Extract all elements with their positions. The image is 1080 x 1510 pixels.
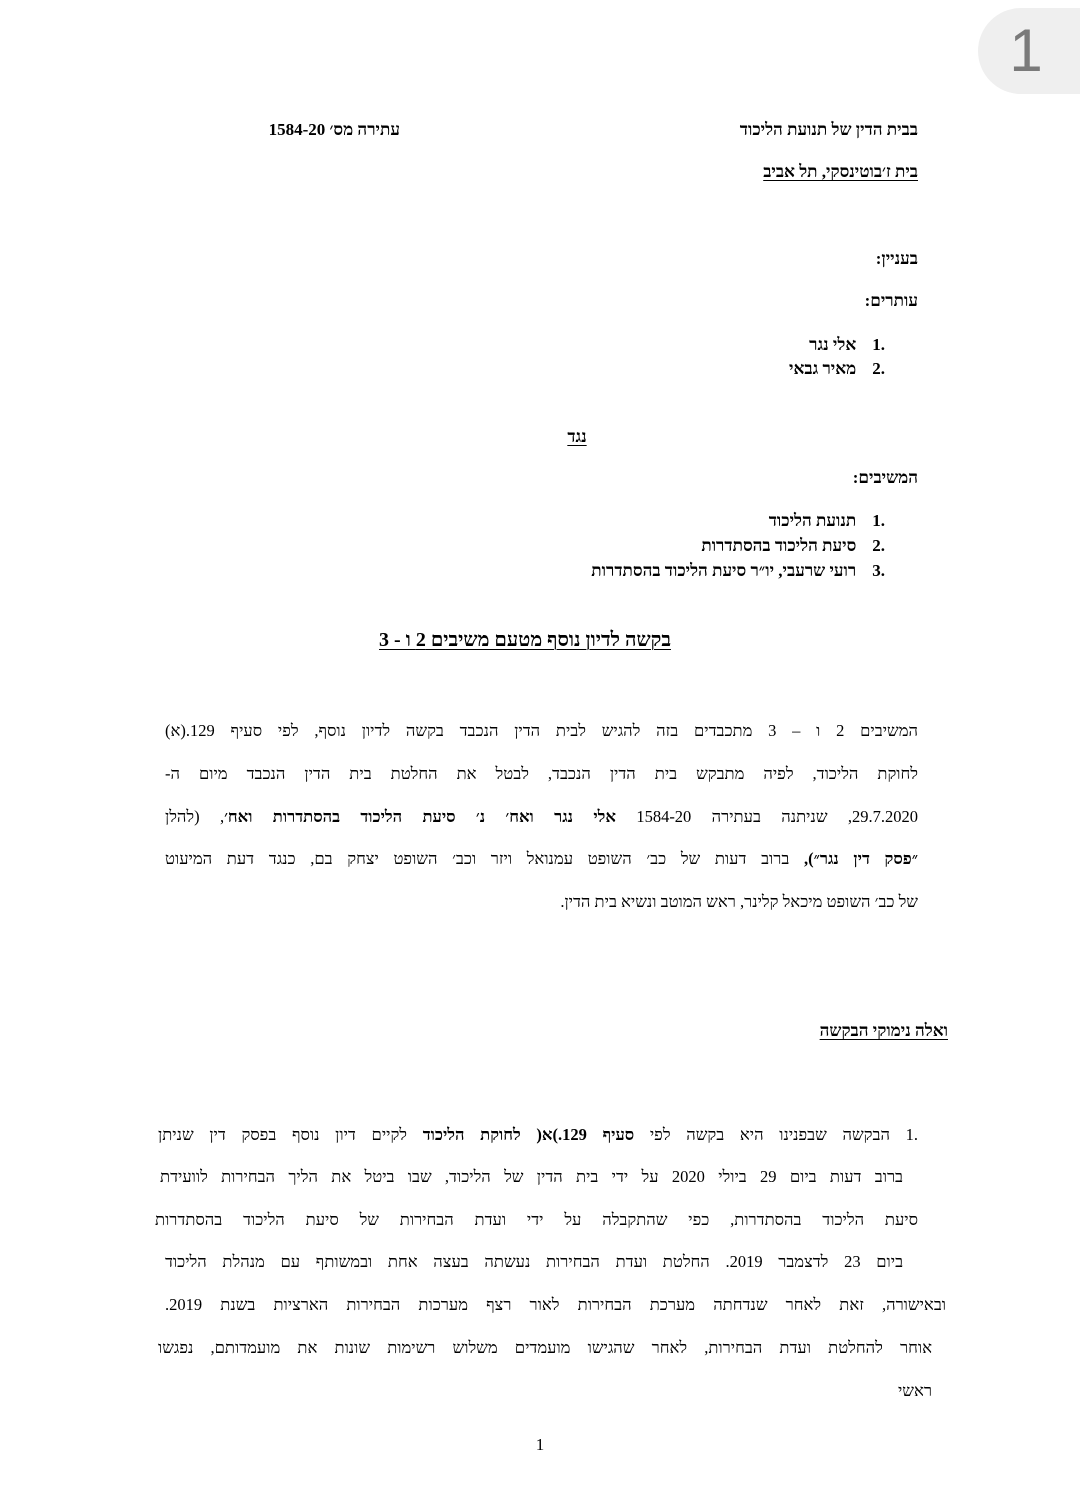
intro-line: לחוקת הליכוד, לפיה מתבקש בית הדין הנכבד, לבטל את החלטת בית הדין הנכבד מיום ה- [165,764,918,783]
respondent-item [591,559,885,583]
respondent-number: 3. [872,561,885,580]
intro-line [165,805,918,829]
section-1-text: הבקשה שבפנינו היא בקשה לפי [649,1125,890,1144]
section-1-line: סיעת הליכוד בהסתדרות, כפי שהתקבלה על ידי ועדת הבחירות של סיעת הליכוד בהסתדרות [155,1210,918,1229]
section-reference-bold: סעיף 129.)א( לחוקת הליכוד [422,1125,635,1144]
section-1-line: ביום 23 לדצמבר 2019. החלטת ועדת הבחירות נעשתה בעצה אחת ובמשותף עם מנהלת הליכוד [165,1252,904,1271]
petitioner-name: מאיר גבאי [789,359,857,378]
section-number: 1. [905,1125,919,1144]
section-1-line: ברוב דעות ביום 29 ביולי 2020 על ידי בית הדין של הליכוד, שבו ביטל את הליך הבחירות לוועידת [160,1167,904,1186]
intro-line-text: 29.7.2020, שניתנה בעתירה 1584-20 [636,807,918,826]
section-1-line: ראשי [897,1381,932,1400]
versus-label: נגד [567,427,587,446]
section-1-line [158,1123,918,1147]
page-indicator-badge [978,8,1080,94]
intro-line-text: ברוב דעות של כב׳ השופט עמנואל ויזר וכב׳ השופט יצחק בם, כנגד דעת המיעוט [165,849,790,868]
section-1-line: אוחר להחלטת ועדת הבחירות, לאחר שהגישו מועמדים משלוש רשימות שונות את מועמדותם, נפגשו [158,1338,932,1357]
respondent-name: תנועת הליכוד [768,511,857,530]
petitioner-name: אלי נגר [809,335,857,354]
petitioner-number: 1. [872,335,885,354]
intro-line: של כב׳ השופט מיכאל קלינר, ראש המוטב ונשיא בית הדין. [560,892,918,911]
intro-line-text: , (להלן [165,807,225,826]
page-indicator-number: 1 [1009,17,1043,84]
petitioners-label: עותרים: [864,291,918,310]
matter-label: בעניין: [875,249,918,268]
court-name: בבית הדין של תנועת הליכוד [739,120,918,139]
respondent-item [769,509,885,533]
petition-number: עתירה מס׳ 1584-20 [268,120,400,139]
petitioner-item [789,357,885,381]
ruling-alias-bold: ״פסק דין נגר״), [803,849,918,868]
case-name-bold: אלי נגר ואח׳ נ׳ סיעת הליכוד בהסתדרות ואח׳ [224,807,616,826]
respondent-number: 2. [872,536,885,555]
section-1-text: לקיים דיון נוסף בפסק דין שניתן [158,1125,408,1144]
page-number: 1 [535,1435,545,1454]
respondent-number: 1. [872,511,885,530]
court-address: בית ז׳בוטינסקי, תל אביב [763,162,918,181]
reasons-heading: ואלה נימוקי הבקשה [819,1021,948,1040]
intro-line: המשיבים 2 ו – 3 מתכבדים בזה להגיש לבית הדין הנכבד בקשה לדיון נוסף, לפי סעיף 129.(א) [165,721,918,740]
section-1-line: ובאישורה, זאת לאחר שנדחתה מערכת הבחירות לאור רצף מערכות הבחירות הארציות בשנת 2019. [165,1295,946,1314]
petitioner-number: 2. [872,359,885,378]
respondent-name: סיעת הליכוד בהסתדרות [701,536,857,555]
petitioner-item [809,333,885,357]
respondent-name: רועי שרעבי, יו״ר סיעת הליכוד בהסתדרות [591,561,857,580]
respondent-item [701,534,885,558]
request-title: בקשה לדיון נוסף מטעם משיבים 2 ו - 3 [379,629,671,651]
intro-line [165,847,918,871]
respondents-label: המשיבים: [852,468,918,487]
